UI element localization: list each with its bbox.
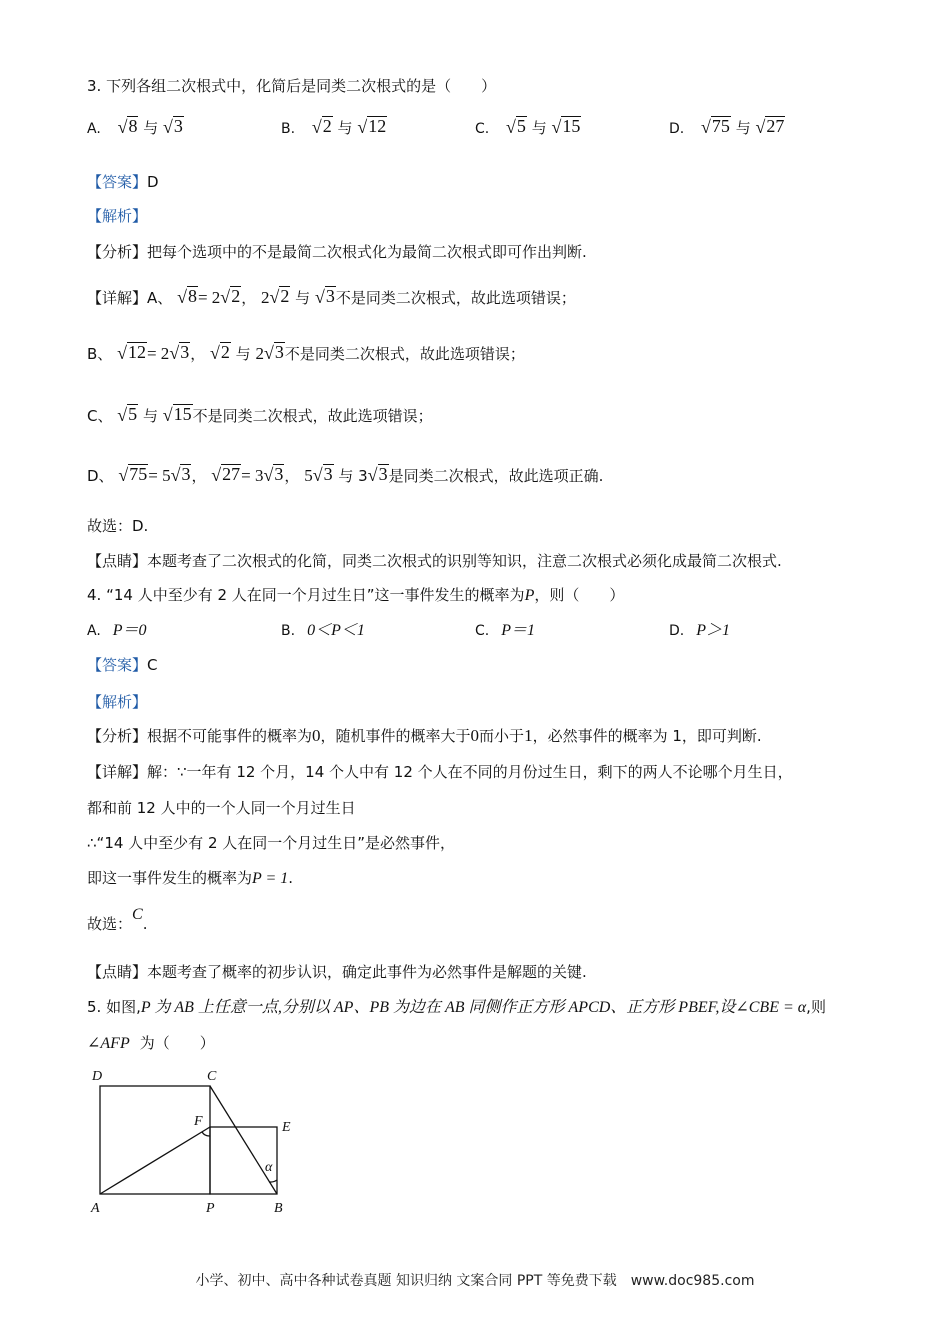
label-d: D: [92, 1069, 103, 1084]
label-b: B: [274, 1201, 283, 1216]
q4-detail-3: ∴“14 人中至少有 2 人在同一个月过生日”是必然事件，: [87, 834, 456, 852]
q3-detail-d: D、 √ 75 = 5 √ 3 ， √ 27 = 3 √ 3 ， 5 √ 3 与 3 √ 3 是同类二次根式，故此选项正确.: [87, 464, 604, 485]
angle-afp-arc: [202, 1132, 210, 1136]
segment-af: [100, 1127, 210, 1194]
label-c: C: [207, 1069, 217, 1084]
q5-stem-line2: ∠AFP 为（ ）: [87, 1034, 215, 1052]
q3-detail-a: 【详解】A、 √ 8 = 2 √ 2 ， 2 √ 2 与 √ 3 不是同类二次根式，故此选项错误；: [87, 286, 576, 307]
label-a: A: [91, 1201, 100, 1216]
q4-answer: 【答案】C: [87, 656, 158, 674]
segment-cb: [210, 1086, 277, 1194]
label-p: P: [206, 1201, 215, 1216]
q4-option-a: A. P＝0: [87, 622, 147, 639]
q4-option-c: C. P＝1: [475, 622, 536, 639]
q3-analysis: 【分析】把每个选项中的不是最简二次根式化为最简二次根式即可作出判断.: [87, 243, 587, 261]
q5-stem-line1: 5. 如图,P 为 AB 上任意一点,分别以 AP、PB 为边在 AB 同侧作正方形 APCD、正方形 PBEF,设∠CBE = α,则: [87, 998, 826, 1016]
q4-jiexi-tag: 【解析】: [87, 693, 148, 711]
q3-option-a: A. √ 8 与 √ 3: [87, 116, 183, 137]
q3-detail-b: B、 √ 12 = 2 √ 3 ， √ 2 与 2 √ 3 不是同类二次根式，故此选项错误；: [87, 342, 525, 363]
q4-detail-2: 都和前 12 人中的一个人同一个月过生日: [87, 799, 356, 817]
q3-comment: 【点睛】本题考查了二次根式的化简，同类二次根式的识别等知识，注意二次根式必须化成最简二次根式.: [87, 552, 782, 570]
q3-option-b: B. √ 2 与 √ 12: [281, 116, 387, 137]
page-footer: 小学、初中、高中各种试卷真题 知识归纳 文案合同 PPT 等免费下载 www.doc985.com: [195, 1273, 755, 1289]
q5-geometry-figure: [84, 1062, 314, 1222]
q3-choose: 故选：D.: [87, 517, 149, 535]
angle-cbe-arc: [269, 1180, 277, 1182]
label-alpha: α: [265, 1160, 273, 1175]
label-f: F: [194, 1114, 203, 1129]
q4-option-b: B. 0＜P＜1: [281, 622, 365, 639]
q3-option-c: C. √ 5 与 √ 15: [475, 116, 581, 137]
q4-detail-1: 【详解】解：∵一年有 12 个月，14 个人中有 12 个人在不同的月份过生日，剩下的两人不论哪个月生日，: [87, 763, 793, 781]
q4-comment: 【点睛】本题考查了概率的初步认识，确定此事件为必然事件是解题的关键.: [87, 963, 587, 981]
q3-option-d: D. √ 75 与 √ 27: [669, 116, 785, 137]
q3-detail-c: C、 √ 5 与 √ 15 不是同类二次根式，故此选项错误；: [87, 404, 433, 425]
q3-stem: 3. 下列各组二次根式中，化简后是同类二次根式的是（ ）: [87, 77, 497, 95]
label-e: E: [282, 1120, 291, 1135]
q4-option-d: D. P＞1: [669, 622, 731, 639]
square-apcd: [100, 1086, 210, 1194]
q4-stem: 4. “14 人中至少有 2 人在同一个月过生日”这一事件发生的概率为P，则（ ）: [87, 586, 625, 604]
q4-detail-4: 即这一事件发生的概率为P = 1.: [87, 869, 294, 887]
q3-answer: 【答案】D: [87, 173, 159, 191]
q3-jiexi-tag: 【解析】: [87, 207, 148, 225]
q4-choose: 故选：C.: [87, 906, 148, 933]
q4-analysis: 【分析】根据不可能事件的概率为0，随机事件的概率大于0而小于1，必然事件的概率为 1，即可判断.: [87, 726, 762, 745]
